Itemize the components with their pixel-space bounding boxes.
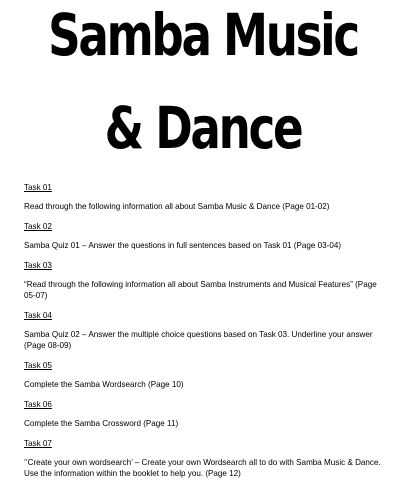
task-04 [24,310,384,351]
task-description: Complete the Samba Wordsearch (Page 10) [24,380,184,389]
task-description: Samba Quiz 02 – Answer the multiple choice questions based on Task 03. Underline your answer (Page 08-09) [24,330,373,350]
task-description: “Read through the following information all about Samba Instruments and Musical Features” (Page 05-07) [24,280,377,300]
task-heading: Task 04 [24,311,52,320]
task-list [24,182,384,488]
task-03 [24,260,384,301]
task-06 [24,399,384,429]
task-description: Complete the Samba Crossword (Page 11) [24,419,179,428]
page-title-line-2: & Dance [104,94,302,162]
task-heading: Task 01 [24,183,52,192]
task-02 [24,221,384,251]
task-07 [24,438,384,479]
task-heading: Task 06 [24,400,52,409]
task-heading: Task 02 [24,222,52,231]
task-05 [24,360,384,390]
task-heading: Task 07 [24,439,52,448]
task-heading: Task 05 [24,361,52,370]
task-description: Read through the following information all about Samba Music & Dance (Page 01-02) [24,202,330,211]
task-01 [24,182,384,212]
task-heading: Task 03 [24,261,52,270]
task-description: ‘’Create your own wordsearch’ – Create your own Wordsearch all to do with Samba Music & Dance. Use the information within the booklet to help you. (Page 12) [24,458,381,478]
page-title-line-1: Samba Music [48,1,358,69]
task-description: Samba Quiz 01 – Answer the questions in full sentences based on Task 01 (Page 03-04) [24,241,342,250]
